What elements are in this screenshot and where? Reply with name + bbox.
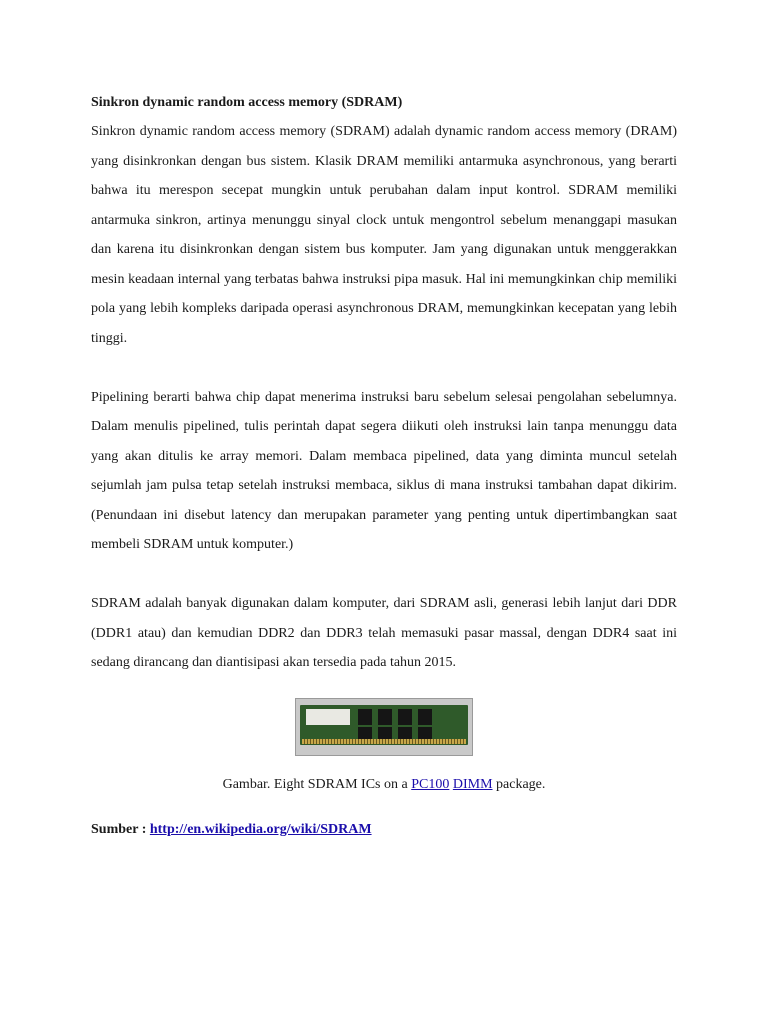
sdram-chip [378,709,392,725]
dimm-link[interactable]: DIMM [452,777,493,792]
sdram-chip [418,709,432,725]
figure [91,698,677,798]
paragraph-spacer [91,560,677,590]
sdram-module-image [295,698,473,756]
source-label: Sumber : [91,822,150,837]
paragraph-pipelining: Pipelining berarti bahwa chip dapat menerima instruksi baru sebelum selesai pengolahan sebelumnya. Dalam menulis pipelined, tulis perintah dapat segera diikuti oleh instruksi lain tanpa menunggu data yang akan ditulis ke array memori. Dalam membaca pipelined, data yang diminta muncul setelah sejumlah jam pulsa tetap setelah instruksi membaca, siklus di mana instruksi tambahan dapat dikirim. (Penundaan ini disebut latency dan merupakan parameter yang penting untuk dipertimbangkan saat membeli SDRAM untuk komputer.) [91,389,677,552]
sdram-pcb [300,705,468,745]
caption-prefix: Gambar. Eight SDRAM ICs on a [222,777,412,792]
document-page [91,88,677,845]
source-link[interactable]: http://en.wikipedia.org/wiki/SDRAM [149,822,372,837]
caption-suffix: package. [492,777,546,792]
paragraph-usage: SDRAM adalah banyak digunakan dalam komputer, dari SDRAM asli, generasi lebih lanjut dari DDR (DDR1 atau) dan kemudian DDR2 dan DDR3 telah memasuki pasar massal, dengan DDR4 saat ini sedang dirancang dan diantisipasi akan tersedia pada tahun 2015. [91,596,677,670]
paragraph-spacer [91,353,677,383]
module-label-sticker [306,709,350,725]
sdram-chip [398,709,412,725]
pc100-link[interactable]: PC100 [411,777,450,792]
source-line [91,815,677,845]
paragraph-intro: Sinkron dynamic random access memory (SDRAM) adalah dynamic random access memory (DRAM) yang disinkronkan dengan bus sistem. Klasik DRAM memiliki antarmuka asynchronous, yang berarti bahwa itu merespon secepat mungkin untuk perubahan dalam input kontrol. SDRAM memiliki antarmuka sinkron, artinya menunggu sinyal clock untuk mengontrol sebelum menanggapi masukan dan karena itu disinkronkan dengan sistem bus komputer. Jam yang digunakan untuk menggerakkan mesin keadaan internal yang terbatas bahwa instruksi pipa masuk. Hal ini memungkinkan chip memiliki pola yang lebih kompleks daripada operasi asynchronous DRAM, memungkinkan kecepatan yang lebih tinggi. [91,124,677,346]
figure-caption [91,773,677,797]
gold-contacts [302,739,466,744]
sdram-chip [358,709,372,725]
document-title: Sinkron dynamic random access memory (SDRAM) [91,95,403,110]
